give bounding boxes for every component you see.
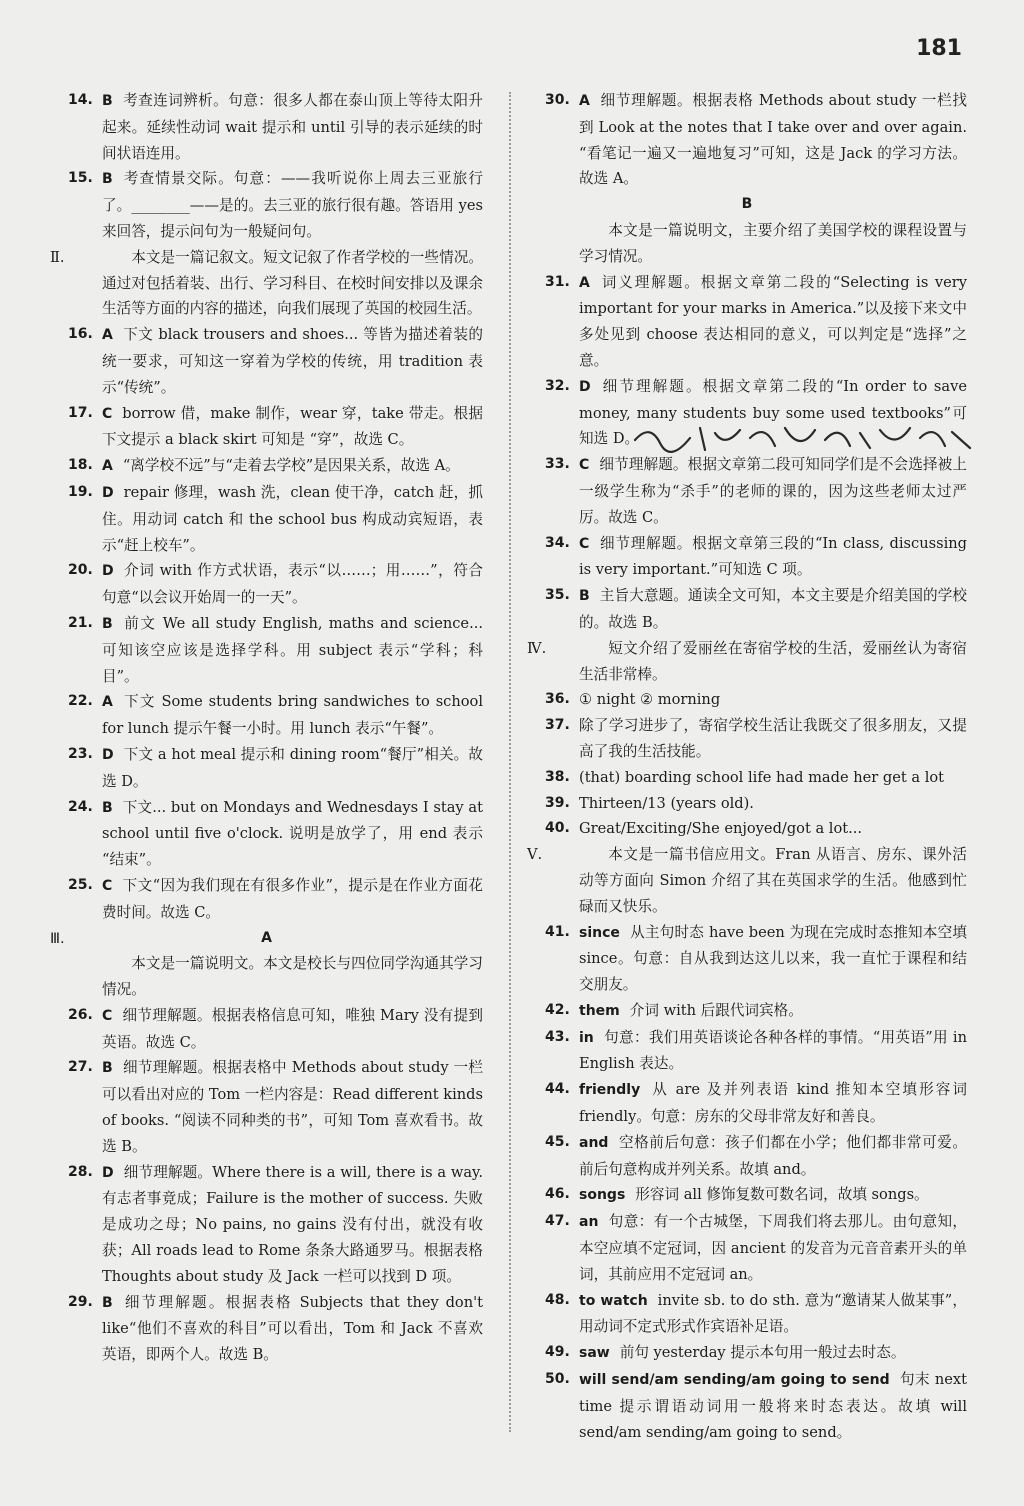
answer-key: D	[102, 746, 114, 763]
passage-heading	[527, 192, 967, 218]
answer-item	[527, 1288, 967, 1341]
explanation-text: 句末 next time 提示谓语动词用一般将来时态表达。故填 will send/am sending/am going to send。	[579, 1371, 967, 1441]
question-number: 40.	[545, 820, 570, 837]
explanation-text: 句意：有一个古城堡，下周我们将去那儿。由句意知，本空应填不定冠词，因 ancient 的发音为元音音素开头的单词，其前应用不定冠词 an。	[579, 1213, 967, 1283]
answer-key: C	[579, 457, 590, 474]
answer-key: C	[102, 877, 113, 894]
left-column	[50, 88, 483, 1368]
explanation-text: 下文“因为我们现在有很多作业”，提示是在作业方面花费时间。故选 C。	[102, 876, 483, 921]
answer-key: C	[102, 1007, 113, 1024]
answer-key: B	[102, 93, 113, 109]
answer-item	[527, 687, 967, 713]
explanation-text: 下文... but on Mondays and Wednesdays I stay at school until five o'clock. 说明是放学了，用 end 表示 “结束”。	[102, 798, 483, 869]
question-number: 29.	[68, 1293, 93, 1310]
explanation-text: “离学校不远”与“走着去学校”是因果关系，故选 A。	[122, 457, 460, 475]
answer-key: an	[579, 1214, 599, 1231]
answer-item	[527, 1209, 967, 1287]
question-number: 36.	[545, 691, 570, 708]
answer-key: them	[579, 1002, 620, 1019]
answer-key: A	[102, 458, 113, 475]
question-number: 34.	[545, 534, 570, 551]
question-number: 49.	[545, 1344, 570, 1361]
question-number: 19.	[68, 483, 93, 500]
summary-text: 本文是一篇记叙文。短文记叙了作者学校的一些情况。通过对包括着装、出行、学习科目、在校时间安排以及课余生活等方面的内容的描述，向我们展现了英国的校园生活。	[102, 248, 483, 318]
explanation-text: 下文 Some students bring sandwiches to school for lunch 提示午餐一小时。用 lunch 表示“午餐”。	[102, 693, 483, 738]
explanation-text: 从主句时态 have been 为现在完成时态推知本空填 since。句意：自从我到达这儿以来，我一直忙于课程和结交朋友。	[579, 923, 967, 994]
question-number: 25.	[68, 876, 93, 893]
section-numeral: Ⅱ.	[50, 248, 65, 266]
answer-item	[527, 1025, 967, 1078]
question-number: 27.	[68, 1059, 93, 1076]
question-number: 41.	[545, 923, 570, 940]
answer-item	[527, 583, 967, 636]
question-number: 20.	[68, 562, 93, 579]
answer-key: saw	[579, 1345, 610, 1362]
section-numeral: Ⅳ.	[527, 639, 547, 657]
answer-item	[50, 401, 483, 454]
explanation-text: 除了学习进步了，寄宿学校生活让我既交了很多朋友，又提高了我的生活技能。	[579, 717, 967, 760]
answer-key: B	[102, 799, 113, 816]
question-number: 45.	[545, 1133, 570, 1150]
question-number: 14.	[68, 92, 93, 108]
explanation-text: ① night ② morning	[579, 691, 721, 709]
section-summary	[527, 218, 967, 270]
explanation-text: borrow 借，make 制作，wear 穿，take 带走。根据下文提示 a black skirt 可知是 “穿”，故选 C。	[102, 404, 483, 449]
page-number: 181	[916, 36, 962, 61]
section-summary	[50, 951, 483, 1003]
summary-text: 本文是一篇说明文。本文是校长与四位同学沟通其学习情况。	[102, 955, 483, 999]
question-number: 43.	[545, 1028, 570, 1045]
answer-key: since	[579, 924, 620, 941]
summary-text: 短文介绍了爱丽丝在寄宿学校的生活，爱丽丝认为寄宿生活非常棒。	[579, 639, 967, 683]
section-numeral: Ⅴ.	[527, 846, 543, 864]
question-number: 39.	[545, 794, 570, 811]
question-number: 38.	[545, 768, 570, 785]
answer-key: songs	[579, 1187, 626, 1204]
question-number: 31.	[545, 273, 570, 290]
answer-item	[527, 816, 967, 842]
question-number: 48.	[545, 1291, 570, 1308]
explanation-text: invite sb. to do sth. 意为“邀请某人做某事”，用动词不定式形式作宾语补足语。	[579, 1291, 967, 1336]
answer-item	[527, 998, 967, 1025]
explanation-text: 细节理解题。根据文章第三段的“In class, discussing is very important.”可知选 C 项。	[579, 534, 967, 579]
answer-item	[527, 1340, 967, 1367]
explanation-text: 细节理解题。根据表格中 Methods about study 一栏可以看出对应的 Tom 一栏内容是：Read different kinds of books. “阅读不同种类的书”，可知 Tom 喜欢看书。故选 B。	[102, 1059, 483, 1155]
explanation-text: 下文 black trousers and shoes... 等皆为描述着装的统一要求，可知这一穿着为学校的传统，用 tradition 表示“传统”。	[102, 326, 483, 396]
question-number: 44.	[545, 1081, 570, 1098]
explanation-text: 考查连词辨析。句意：很多人都在泰山顶上等待太阳升起来。延续性动词 wait 提示和 until 引导的表示延续的时间状语连用。	[102, 92, 483, 162]
answer-item	[50, 322, 483, 400]
answer-item	[527, 1182, 967, 1209]
explanation-text: 细节理解题。Where there is a will, there is a way. 有志者事竟成；Failure is the mother of success. 失败是成功之母；No pains, no gains 没有付出，就没有收获；All roads lead to Rome 条条大路通罗马。根据表格 Thoughts about study 及 Jack 一栏可以找到 D 项。	[102, 1163, 483, 1285]
answer-item	[50, 88, 483, 166]
question-number: 33.	[545, 456, 570, 473]
question-number: 24.	[68, 798, 93, 815]
explanation-text: 句意：我们用英语谈论各种各样的事情。“用英语”用 in English 表达。	[579, 1028, 967, 1073]
question-number: 18.	[68, 457, 93, 474]
answer-item	[527, 88, 967, 192]
answer-key: and	[579, 1134, 609, 1151]
answer-item	[527, 1077, 967, 1130]
answer-key: B	[102, 1294, 113, 1311]
section-numeral: Ⅲ.	[50, 929, 65, 947]
answer-item	[50, 742, 483, 795]
question-number: 35.	[545, 587, 570, 604]
question-number: 26.	[68, 1006, 93, 1023]
answer-key: D	[102, 563, 114, 580]
explanation-text: 下文 a hot meal 提示和 dining room“餐厅”相关。故选 D。	[102, 745, 483, 790]
explanation-text: 细节理解题。根据表格 Methods about study 一栏找到 Look at the notes that I take over and over again. “看笔记一遍又一遍地复习”可知，这是 Jack 的学习方法。故选 A。	[579, 92, 967, 188]
answer-item	[527, 270, 967, 374]
answer-item	[50, 453, 483, 480]
handwritten-annotation-icon	[630, 418, 980, 458]
answer-item	[50, 480, 483, 558]
answer-key: A	[579, 274, 590, 291]
answer-key: will send/am sending/am going to send	[579, 1372, 890, 1389]
question-number: 17.	[68, 404, 93, 421]
summary-text: 本文是一篇说明文，主要介绍了美国学校的课程设置与学习情况。	[579, 221, 967, 265]
explanation-text: 主旨大意题。通读全文可知，本文主要是介绍美国的学校的。故选 B。	[579, 587, 967, 631]
answer-key: D	[102, 484, 114, 501]
explanation-text: 介词 with 作方式状语，表示“以……；用……”，符合句意“以会议开始周一的一天”。	[102, 562, 483, 607]
answer-item	[50, 873, 483, 926]
question-number: 23.	[68, 745, 93, 762]
answer-item	[527, 713, 967, 765]
question-number: 21.	[68, 614, 93, 631]
question-number: 47.	[545, 1213, 570, 1230]
explanation-text: 考查情景交际。句意：——我听说你上周去三亚旅行了。________——是的。去三亚的旅行很有趣。答语用 yes 来回答，提示问句为一般疑问句。	[102, 170, 483, 240]
answer-key: in	[579, 1029, 594, 1046]
answer-item	[50, 689, 483, 742]
answer-key: B	[102, 615, 113, 632]
passage-heading	[50, 926, 483, 952]
answer-key: to watch	[579, 1292, 648, 1309]
section-summary	[50, 245, 483, 322]
answer-item	[527, 1130, 967, 1183]
explanation-text: 词义理解题。根据文章第二段的“Selecting is very important for your marks in America.”以及接下来文中多处见到 choose 表达相同的意义，可以判定是“选择”之意。	[579, 273, 967, 369]
answer-item	[527, 452, 967, 530]
question-number: 37.	[545, 717, 570, 734]
answer-item	[50, 611, 483, 689]
answer-key: C	[102, 405, 113, 422]
explanation-text: 细节理解题。根据表格 Subjects that they don't like“他们不喜欢的科目”可以看出，Tom 和 Jack 不喜欢英语，即两个人。故选 B。	[102, 1293, 483, 1364]
explanation-text: 前句 yesterday 提示本句用一般过去时态。	[619, 1344, 906, 1362]
summary-text: 本文是一篇书信应用文。Fran 从语言、房东、课外活动等方面向 Simon 介绍了其在英国求学的生活。他感到忙碌而又快乐。	[579, 846, 967, 915]
answer-item	[50, 1290, 483, 1368]
answer-item	[50, 795, 483, 873]
answer-key: B	[579, 588, 590, 605]
answer-item	[527, 531, 967, 584]
answer-key: D	[102, 1164, 114, 1181]
explanation-text: 细节理解题。根据文章第二段可知同学们是不会选择被上一级学生称为“杀手”的老师的课的，因为这些老师太过严厉。故选 C。	[579, 456, 967, 526]
section-summary	[527, 842, 967, 919]
explanation-text: Thirteen/13 (years old).	[579, 794, 754, 812]
question-number: 42.	[545, 1001, 570, 1018]
answer-key: B	[102, 171, 113, 188]
answer-item	[50, 166, 483, 244]
explanation-text: 介词 with 后跟代词宾格。	[629, 1001, 803, 1019]
explanation-text: (that) boarding school life had made her get a lot	[579, 768, 945, 786]
right-column	[527, 88, 967, 1445]
answer-key: A	[102, 694, 113, 711]
passage-label: B	[741, 196, 753, 213]
question-number: 46.	[545, 1186, 570, 1203]
answer-item	[50, 1055, 483, 1159]
column-divider	[509, 92, 511, 1432]
answer-key: B	[102, 1060, 113, 1077]
question-number: 50.	[545, 1371, 570, 1388]
answer-item	[50, 1160, 483, 1290]
answer-key: A	[579, 93, 590, 109]
question-number: 16.	[68, 326, 93, 343]
explanation-text: 细节理解题。根据表格信息可知，唯独 Mary 没有提到英语。故选 C。	[102, 1006, 483, 1051]
question-number: 32.	[545, 377, 570, 394]
passage-label: A	[261, 929, 272, 946]
explanation-text: repair 修理，wash 洗，clean 使干净，catch 赶，抓住。用动词 catch 和 the school bus 构成动宾短语，表示“赶上校车”。	[102, 483, 483, 554]
question-number: 22.	[68, 693, 93, 710]
answer-key: C	[579, 535, 590, 552]
explanation-text: Great/Exciting/She enjoyed/got a lot...	[579, 820, 863, 838]
question-number: 28.	[68, 1163, 93, 1180]
answer-item	[527, 765, 967, 791]
question-number: 30.	[545, 92, 570, 108]
answer-item	[527, 791, 967, 817]
question-number: 15.	[68, 170, 93, 187]
answer-key: A	[102, 327, 113, 344]
answer-item	[527, 920, 967, 998]
explanation-text: 前文 We all study English, maths and science... 可知该空应该是选择学科。用 subject 表示“学科；科目”。	[102, 614, 483, 685]
answer-item	[50, 558, 483, 611]
explanation-text: 细节理解题。根据文章第二段的“In order to save money, many students buy some used textbooks”可知选 D。	[579, 377, 967, 448]
explanation-text: 空格前后句意：孩子们都在小学；他们都非常可爱。前后句意构成并列关系。故填 and。	[579, 1133, 967, 1178]
explanation-text: 从 are 及并列表语 kind 推知本空填形容词 friendly。句意：房东的父母非常友好和善良。	[579, 1081, 967, 1126]
answer-key: friendly	[579, 1082, 641, 1099]
answer-key: D	[579, 378, 591, 395]
explanation-text: 形容词 all 修饰复数可数名词，故填 songs。	[635, 1186, 929, 1204]
answer-item	[50, 1003, 483, 1056]
answer-item	[527, 1367, 967, 1445]
section-summary	[527, 636, 967, 688]
